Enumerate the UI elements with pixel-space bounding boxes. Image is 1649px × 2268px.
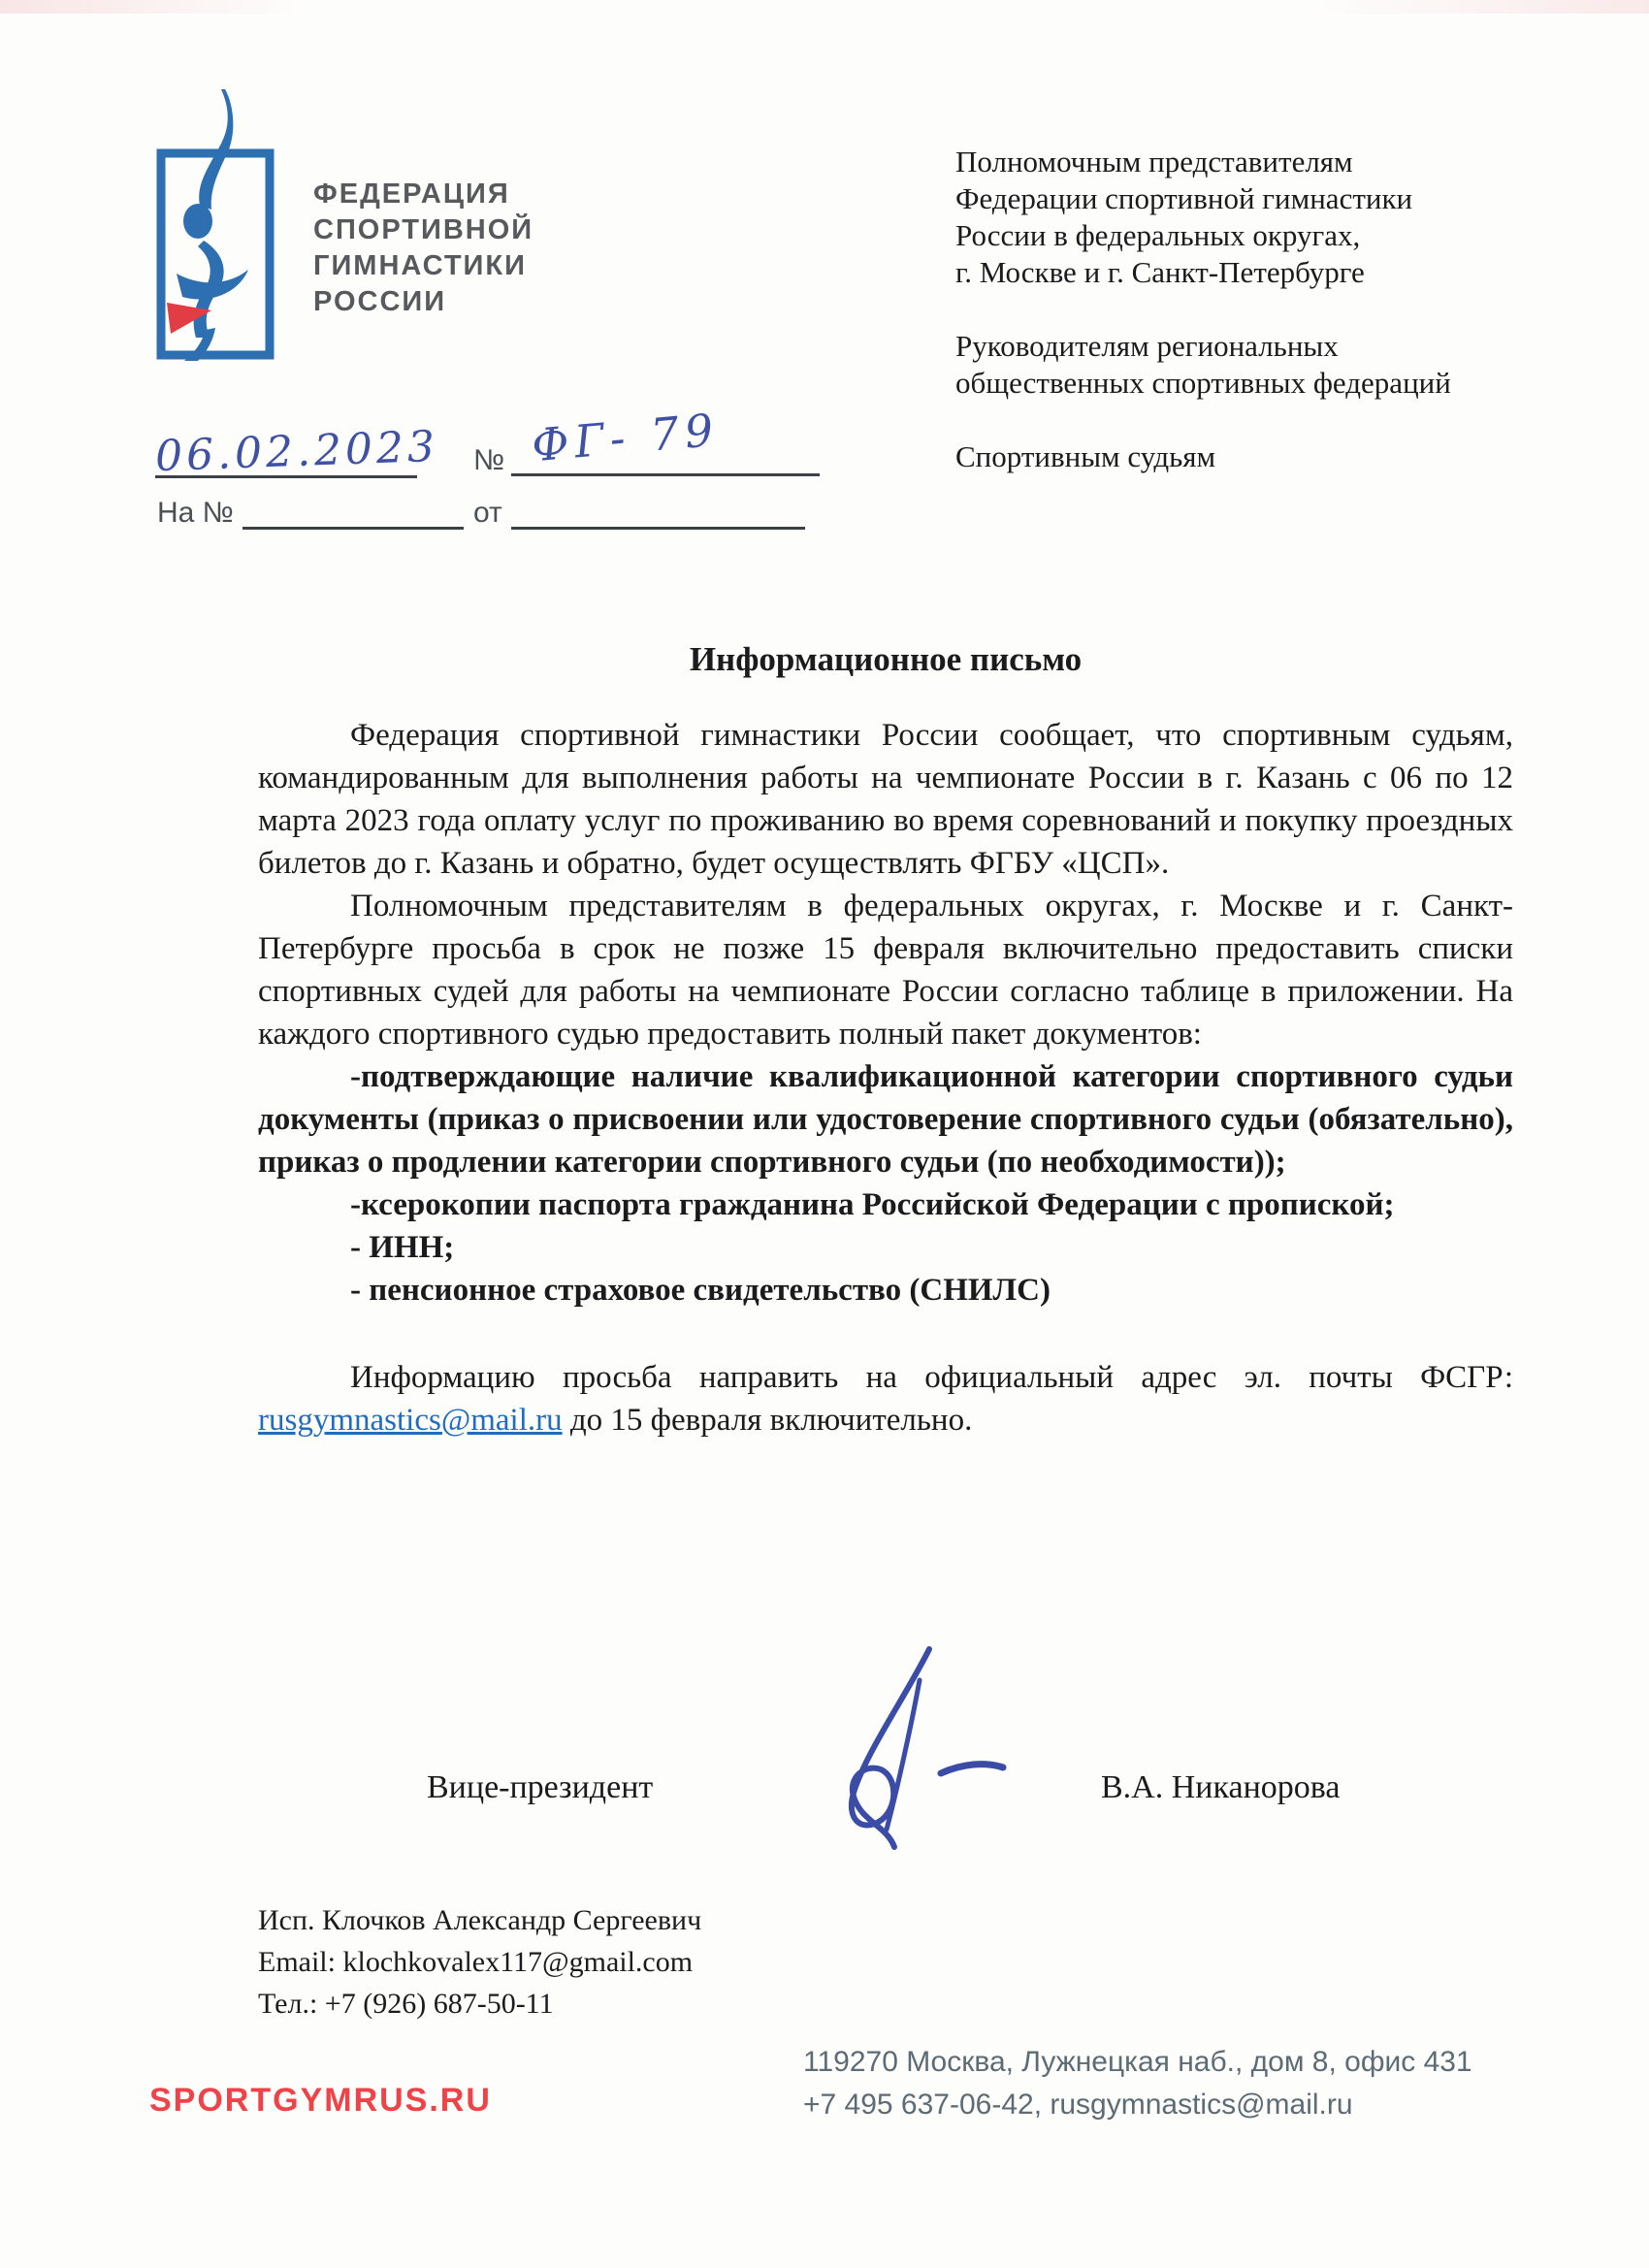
closing-text-before: Информацию просьба направить на официальный адрес эл. почты ФСГР: (350, 1360, 1513, 1395)
footer-phone-email: +7 495 637-06-42, rusgymnastics@mail.ru (803, 2089, 1353, 2121)
org-name-line: СПОРТИВНОЙ (313, 214, 534, 245)
paragraph-lists-request: Полномочным представителям в федеральных округах, г. Москве и г. Санкт-Петербурге просьба в срок не позже 15 февраля включительно предоставить списки спортивных судей для работы на чемпионате России согласно таблице в приложении. На каждого спортивного судью предоставить полный пакет документов: (258, 889, 1513, 1052)
signer-name: В.А. Никанорова (1101, 1769, 1341, 1805)
recipient-line: России в федеральных округах, (955, 218, 1361, 252)
recipient-group-representatives (955, 144, 1557, 291)
from-label: от (473, 497, 502, 529)
org-name (313, 177, 534, 320)
handwritten-date: 06.02.2023 (154, 421, 439, 482)
on-number-underline (242, 527, 464, 530)
recipient-line: Федерации спортивной гимнастики (955, 181, 1413, 215)
website-text: SPORTGYMRUS.RU (149, 2082, 492, 2119)
number-label: № (473, 444, 505, 476)
recipient-line: Полномочным представителям (955, 145, 1353, 178)
org-name-line: РОССИИ (313, 286, 447, 317)
letter-title: Информационное письмо (689, 640, 1083, 678)
requirement-category-documents: -подтверждающие наличие квалификационной категории спортивного судьи документы (приказ о присвоении или удостоверение спортивного судьи (обязательно), приказ о продлении категории спортивного судьи (по необходимости)); (258, 1059, 1513, 1180)
footer-contacts-block (803, 2041, 1472, 2126)
requirement-snils: - пенсионное страховое свидетельство (СНИЛС) (350, 1273, 1051, 1308)
letter-body (258, 638, 1513, 1442)
recipient-line: г. Москве и г. Санкт-Петербурге (955, 255, 1365, 289)
handwritten-number: ФГ- 79 (530, 403, 722, 472)
paragraph-send-info (258, 1356, 1513, 1442)
from-underline (511, 527, 805, 530)
recipient-line: Спортивным судьям (955, 439, 1216, 473)
footer-address: 119270 Москва, Лужнецкая наб., дом 8, офис 431 (803, 2046, 1472, 2078)
handwritten-signature-icon (805, 1639, 1018, 1863)
paragraph-payment: Федерация спортивной гимнастики России сообщает, что спортивным судьям, командированным для выполнения работы на чемпионате России в г. Казань с 06 по 12 марта 2023 года оплату услуг по проживанию во время соревнований и покупку проездных билетов до г. Казань и обратно, будет осуществлять ФГБУ «ЦСП». (258, 718, 1513, 881)
signer-position: Вице-президент (427, 1769, 654, 1805)
recipient-line: общественных спортивных федераций (955, 366, 1451, 400)
org-name-line: ФЕДЕРАЦИЯ (313, 178, 510, 210)
email-link[interactable]: rusgymnastics@mail.ru (258, 1403, 563, 1438)
executor-block (258, 1899, 701, 2025)
org-name-line: ГИМНАСТИКИ (313, 250, 527, 281)
number-underline (511, 473, 820, 476)
recipient-line: Руководителям региональных (955, 329, 1339, 363)
executor-phone: Тел.: +7 (926) 687-50-11 (258, 1988, 554, 2020)
executor-email: Email: klochkovalex117@gmail.com (258, 1946, 694, 1978)
executor-name: Исп. Клочков Александр Сергеевич (258, 1904, 702, 1936)
recipient-block (955, 144, 1557, 512)
recipient-group-judges (955, 438, 1557, 475)
requirement-inn: - ИНН; (350, 1230, 455, 1265)
recipient-group-regional-heads (955, 328, 1557, 402)
closing-text-after: до 15 февраля включительно. (562, 1403, 973, 1438)
requirement-passport-copy: -ксерокопии паспорта гражданина Российской Федерации с пропиской; (350, 1187, 1395, 1222)
on-number-label: На № (157, 497, 234, 529)
scan-artifact-tint (0, 0, 1649, 14)
date-underline (155, 475, 417, 478)
federation-gymnast-logo-icon (147, 83, 279, 367)
